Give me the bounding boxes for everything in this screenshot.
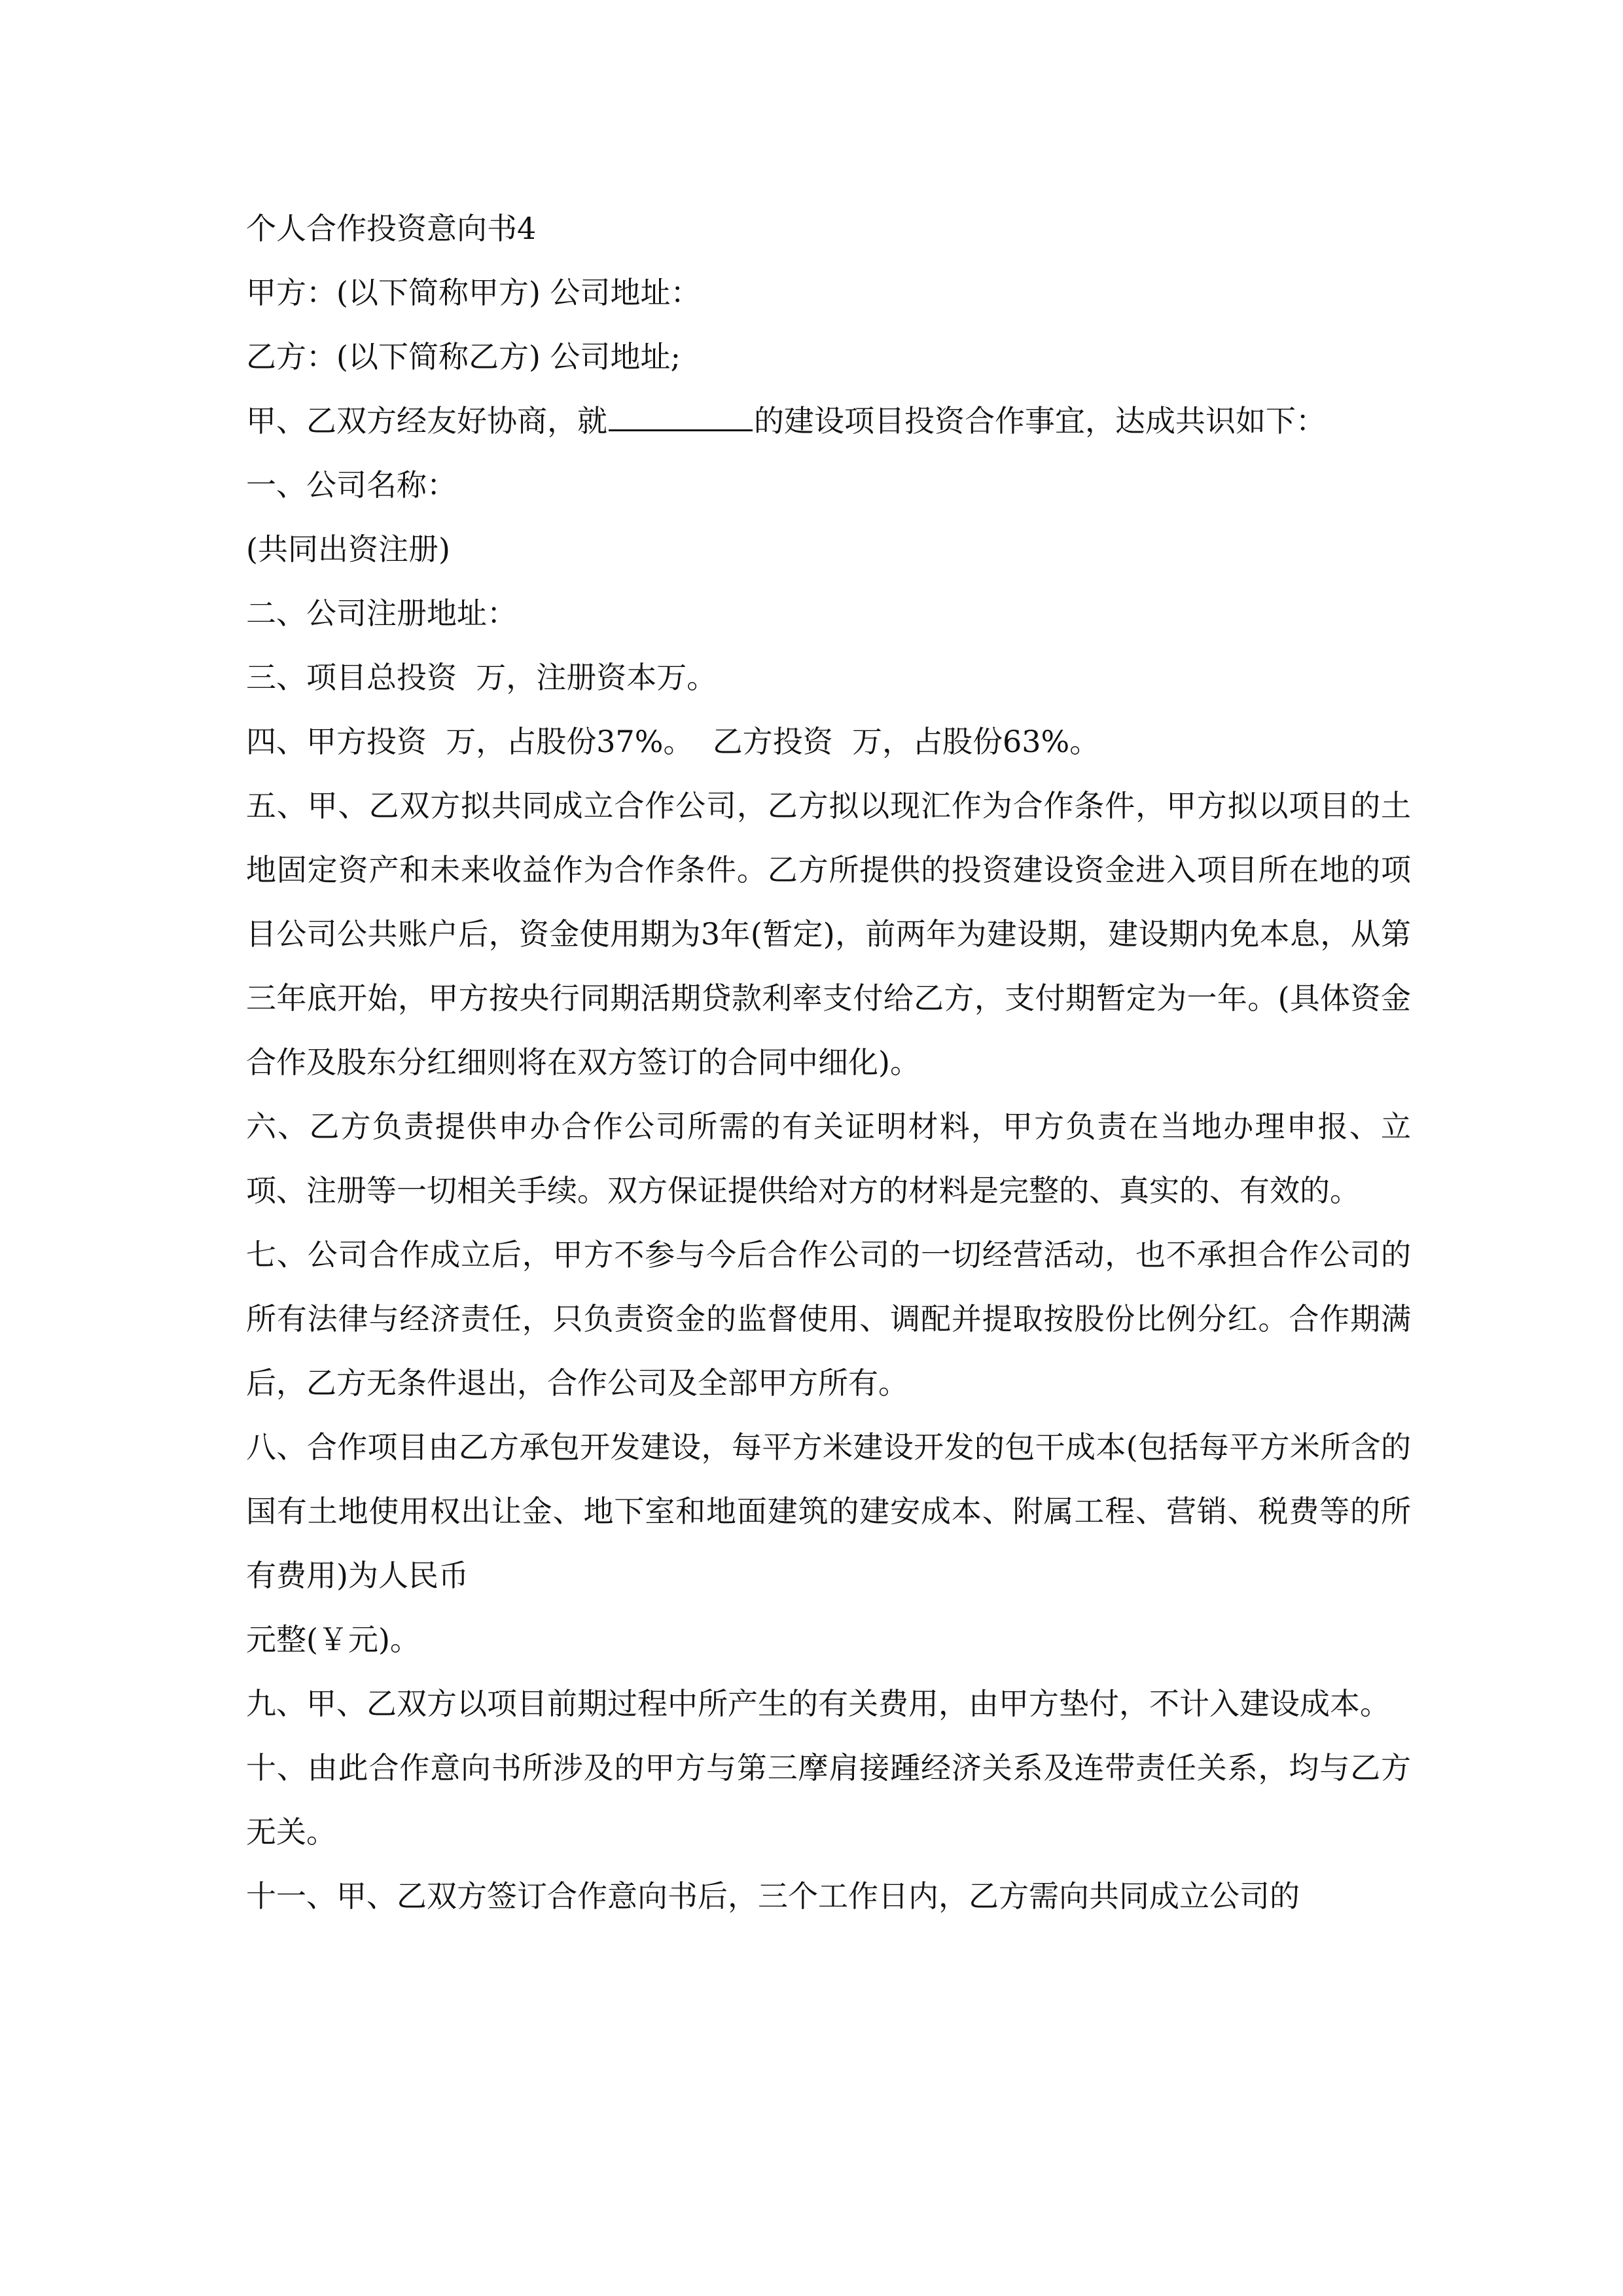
clause-8-amount: 元整(￥元)。 bbox=[246, 1622, 420, 1657]
intro-line bbox=[246, 389, 1411, 453]
clause-11: 十一、甲、乙双方签订合作意向书后，三个工作日内，乙方需向共同成立公司的 bbox=[246, 1878, 1300, 1914]
clause-3: 三、项目总投资 万，注册资本万。 bbox=[246, 660, 717, 695]
project-name-blank bbox=[609, 399, 753, 431]
clause-1-note: (共同出资注册) bbox=[246, 531, 450, 567]
clause-5: 五、甲、乙双方拟共同成立合作公司，乙方拟以现汇作为合作条件，甲方拟以项目的土地固定资产和未来收益作为合作条件。乙方所提供的投资建设资金进入项目所在地的项目公司公共账户后，资金使用期为3年(暂定)，前两年为建设期，建设期内免本息，从第三年底开始，甲方按央行同期活期贷款利率支付给乙方，支付期暂定为一年。(具体资金合作及股东分红细则将在双方签订的合同中细化)。 bbox=[246, 788, 1411, 1080]
party-b-line: 乙方：(以下简称乙方) 公司地址; bbox=[246, 339, 681, 374]
clause-10: 十、由此合作意向书所涉及的甲方与第三摩肩接踵经济关系及连带责任关系，均与乙方无关。 bbox=[246, 1750, 1411, 1850]
clause-6: 六、乙方负责提供申办合作公司所需的有关证明材料，甲方负责在当地办理申报、立项、注册等一切相关手续。双方保证提供给对方的材料是完整的、真实的、有效的。 bbox=[246, 1109, 1411, 1208]
clause-7: 七、公司合作成立后，甲方不参与今后合作公司的一切经营活动，也不承担合作公司的所有法律与经济责任，只负责资金的监督使用、调配并提取按股份比例分红。合作期满后，乙方无条件退出，合作公司及全部甲方所有。 bbox=[246, 1237, 1411, 1401]
intro-text-before: 甲、乙双方经友好协商，就 bbox=[246, 403, 607, 439]
clause-4: 四、甲方投资 万，占股份37%。 乙方投资 万，占股份63%。 bbox=[246, 724, 1100, 759]
party-a-line: 甲方：(以下简称甲方) 公司地址： bbox=[246, 275, 701, 310]
intro-text-after: 的建设项目投资合作事宜，达成共识如下： bbox=[754, 403, 1326, 439]
clause-9: 九、甲、乙双方以项目前期过程中所产生的有关费用，由甲方垫付，不计入建设成本。 bbox=[246, 1686, 1390, 1721]
document-title: 个人合作投资意向书4 bbox=[246, 211, 537, 246]
clause-1: 一、公司名称： bbox=[246, 467, 457, 503]
clause-2: 二、公司注册地址： bbox=[246, 596, 517, 631]
document-page bbox=[246, 196, 1411, 1928]
clause-8: 八、合作项目由乙方承包开发建设，每平方米建设开发的包干成本(包括每平方米所含的国有土地使用权出让金、地下室和地面建筑的建安成本、附属工程、营销、税费等的所有费用)为人民币 bbox=[246, 1429, 1411, 1593]
